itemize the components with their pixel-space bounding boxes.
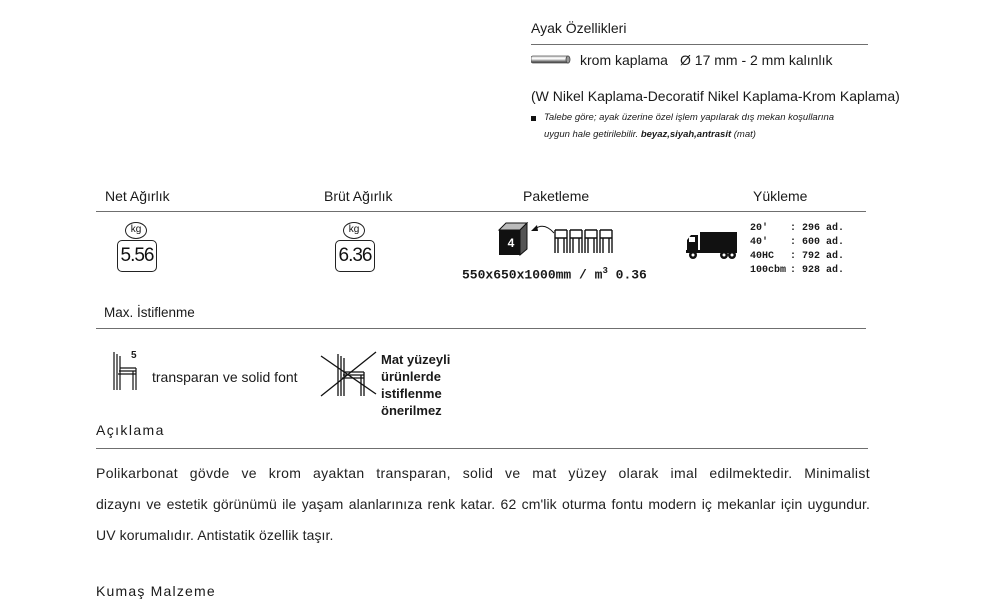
loading-row — [750, 222, 844, 236]
leg-note-prefix: uygun hale getirilebilir. — [544, 129, 639, 140]
leg-note-line1: Talebe göre; ayak üzerine özel işlem yapılarak dış mekan koşullarına — [544, 112, 835, 123]
loading-table — [750, 222, 844, 278]
fabric-material-heading: Kumaş Malzeme — [96, 583, 216, 599]
leg-features-divider — [531, 44, 868, 45]
kg-weight-icon: kg — [343, 222, 365, 239]
container-qty: : 928 ad. — [790, 265, 845, 276]
description-line-2: dizaynı ve estetik görünümü ile yaşam alanlarınıza renk katar. 62 cm'lik oturma fontu modern iç mekanlar için uygundur. — [96, 496, 870, 512]
container-type: 40' — [750, 237, 769, 248]
warning-line: istiflenme — [381, 386, 442, 401]
container-qty: : 600 ad. — [790, 237, 845, 248]
gross-weight-label: Brüt Ağırlık — [324, 188, 393, 204]
leg-spec: Ø 17 mm - 2 mm kalınlık — [680, 52, 833, 68]
max-stacking-heading: Max. İstiflenme — [104, 305, 195, 320]
loading-row — [750, 264, 844, 278]
stacked-chairs-icon — [553, 228, 615, 254]
dimensions-text: 550x650x1000mm / m — [462, 267, 603, 283]
cubic-superscript: 3 — [602, 266, 608, 276]
leg-note-suffix: (mat) — [733, 129, 756, 140]
kg-weight-icon: kg — [125, 222, 147, 239]
gross-weight-value: 6.36 — [335, 240, 375, 272]
net-weight-label: Net Ağırlık — [105, 188, 170, 204]
bullet-icon — [531, 116, 536, 121]
package-dimensions — [462, 266, 647, 282]
leg-plating-options: (W Nikel Kaplama-Decoratif Nikel Kaplama-Krom Kaplama) — [531, 88, 900, 104]
chrome-leg-tube-icon — [531, 54, 571, 66]
stacking-text: transparan ve solid font — [152, 369, 298, 385]
leg-note-colors: beyaz,siyah,antrasit — [640, 129, 732, 140]
leg-finish: krom kaplama — [580, 52, 668, 68]
stack-count: 5 — [131, 350, 137, 361]
no-stacking-warning — [381, 351, 450, 419]
leg-note-line2 — [544, 129, 756, 140]
description-line-3: UV korumalıdır. Antistatik özellik taşır. — [96, 527, 334, 543]
container-qty: : 296 ad. — [790, 223, 845, 234]
warning-line: Mat yüzeyli — [381, 352, 451, 367]
no-stacking-icon — [318, 350, 380, 398]
description-divider — [96, 448, 868, 449]
stacking-divider — [96, 328, 866, 329]
description-heading: Açıklama — [96, 422, 165, 438]
warning-line: önerilmez — [381, 403, 442, 418]
loading-row — [750, 250, 844, 264]
leg-features-heading: Ayak Özellikleri — [531, 20, 627, 36]
container-type: 20' — [750, 223, 769, 234]
warning-line: ürünlerde — [381, 369, 441, 384]
specs-divider — [96, 211, 866, 212]
loading-row — [750, 236, 844, 250]
net-weight-value: 5.56 — [117, 240, 157, 272]
description-line-1: Polikarbonat gövde ve krom ayaktan transparan, solid ve mat yüzey olarak imal edilmektedir. Minimalist — [96, 465, 870, 481]
package-count: 4 — [507, 236, 515, 250]
truck-icon — [686, 230, 738, 260]
volume-value: 0.36 — [615, 267, 647, 283]
packaging-label: Paketleme — [523, 188, 590, 204]
container-type: 40HC — [750, 251, 775, 262]
container-qty: : 792 ad. — [790, 251, 845, 262]
container-type: 100cbm — [750, 265, 787, 276]
loading-label: Yükleme — [753, 188, 808, 204]
